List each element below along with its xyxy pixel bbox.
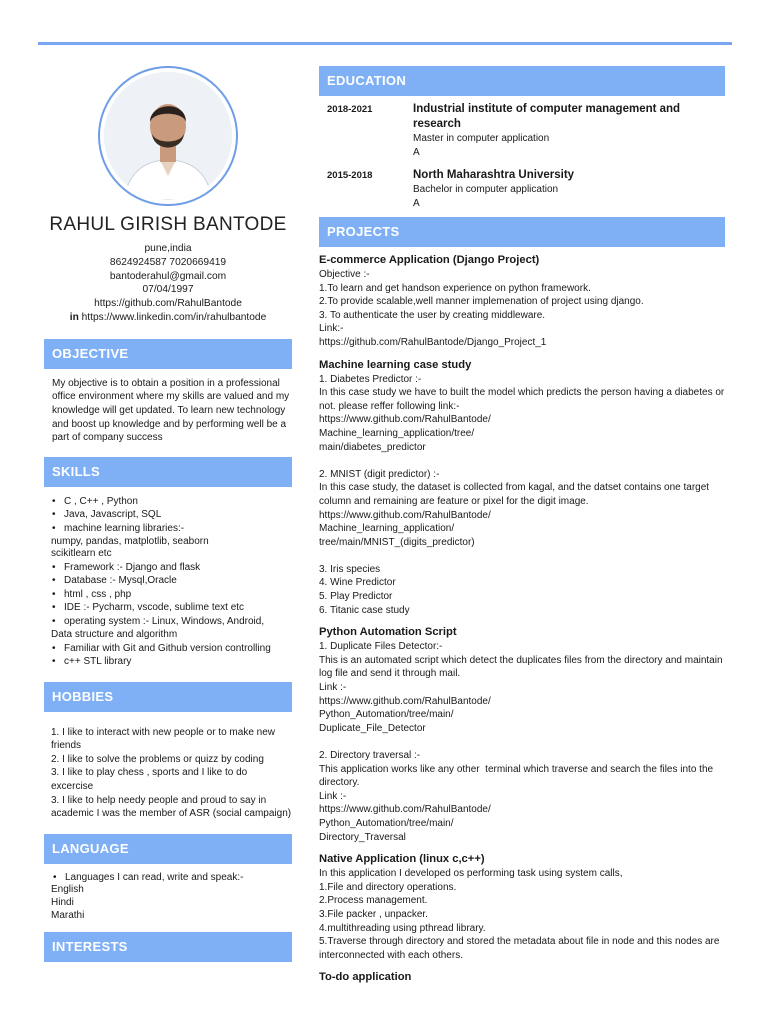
objective-heading: OBJECTIVE [44, 339, 292, 369]
project-link[interactable]: https://www.github.com/RahulBantode/ [319, 695, 491, 707]
linkedin-row [44, 311, 292, 325]
project-line: Objective :- [319, 269, 370, 280]
top-rule [38, 42, 732, 45]
language-heading: LANGUAGE [44, 834, 292, 864]
project-line: 1.To learn and get handson experience on python framework. [319, 282, 591, 294]
date-of-birth: 07/04/1997 [142, 284, 194, 296]
skills-list [44, 495, 292, 536]
hobbies-heading: HOBBIES [44, 682, 292, 712]
skills-ml-cont [44, 536, 292, 560]
email: bantoderahul@gmail.com [109, 270, 227, 282]
project-title: Python Automation Script [319, 626, 457, 639]
project-line: 6. Titanic case study [319, 604, 410, 616]
project-line: 1. Diabetes Predictor :- [319, 373, 422, 385]
profile-photo [98, 66, 238, 206]
project-item [319, 625, 725, 844]
list-item: • operating system :- Linux, Windows, Android, [50, 615, 292, 629]
list-item: Hindi [51, 897, 74, 909]
left-column [44, 62, 292, 968]
project-line: Machine_learning_application/tree/ [319, 427, 475, 439]
project-line: 2. Directory traversal :- [319, 750, 421, 761]
project-item [319, 852, 725, 962]
project-line: 4.multithreading using pthread library. [319, 922, 486, 934]
project-item [319, 358, 728, 618]
project-line: This application works like any other terminal which traverse and search the files into the directory. [319, 763, 716, 789]
project-item [319, 253, 725, 350]
list-item: • html , css , php [50, 588, 292, 602]
project-line: 2. MNIST (digit predictor) :- [319, 468, 440, 480]
education-entry [319, 168, 725, 211]
project-line [319, 454, 725, 468]
education-institute: Industrial institute of computer management and research [413, 103, 681, 130]
projects-list [319, 253, 728, 985]
project-line: 1.File and directory operations. [319, 881, 457, 893]
project-link[interactable]: https://github.com/RahulBantode/Django_Project_1 [319, 336, 547, 348]
project-link[interactable]: https://www.github.com/RahulBantode/ [319, 509, 491, 521]
project-link[interactable]: https://www.github.com/RahulBantode/ [319, 414, 491, 426]
list-item: 2. I like to solve the problems or quizz by coding [51, 753, 264, 765]
project-line: 3. To authenticate the user by creating middleware. [319, 309, 546, 321]
project-line: 2.To provide scalable,well manner implemenation of project using django. [319, 296, 644, 308]
education-heading: EDUCATION [319, 66, 725, 96]
list-item: • machine learning libraries:- [50, 522, 292, 536]
project-item [319, 970, 725, 985]
candidate-name: RAHUL GIRISH BANTODE [49, 214, 287, 235]
project-line: 4. Wine Predictor [319, 577, 396, 589]
list-item: Marathi [51, 909, 85, 921]
skills-ml-line-2: scikitlearn etc [51, 547, 112, 559]
language-list [44, 872, 292, 922]
project-line: 2.Process management. [319, 895, 428, 907]
list-item: • IDE :- Pycharm, vscode, sublime text etc [50, 601, 292, 615]
linkedin-link[interactable]: https://www.linkedin.com/in/rahulbantode [81, 311, 267, 323]
project-line: 5.Traverse through directory and stored the metadata about file in node and this nodes are interconnected with each others. [319, 936, 723, 961]
list-item: • Java, Javascript, SQL [50, 508, 292, 522]
phone-numbers: 8624924587 7020669419 [109, 256, 227, 268]
contact-block [44, 242, 292, 325]
education-degree: Bachelor in computer application [413, 184, 559, 195]
location: pune,india [144, 243, 192, 254]
github-link[interactable]: https://github.com/RahulBantode [94, 298, 242, 310]
project-link[interactable]: https://www.github.com/RahulBantode/ [319, 804, 491, 816]
project-line [319, 549, 725, 563]
education-grade: A [413, 147, 420, 158]
project-line: 3.File packer , unpacker. [319, 908, 428, 920]
interests-heading: INTERESTS [44, 932, 292, 962]
skills-list-3 [44, 642, 292, 669]
list-item: • Framework :- Django and flask [50, 561, 292, 575]
project-line: Link:- [319, 323, 344, 335]
project-title: Native Application (linux c,c++) [319, 853, 485, 866]
project-line: Link :- [319, 682, 347, 694]
project-title: E-commerce Application (Django Project) [319, 254, 540, 266]
language-intro: • Languages I can read, write and speak:- [51, 872, 292, 885]
project-line: 3. Iris species [319, 563, 381, 575]
list-item: • C , C++ , Python [50, 495, 292, 509]
skills-os-cont: Data structure and algorithm [51, 628, 178, 640]
skills-list-2 [44, 561, 292, 629]
hobbies-list [44, 726, 292, 821]
avatar [104, 72, 232, 200]
project-line: In this application I developed os performing task using system calls, [319, 868, 623, 880]
education-grade: A [413, 198, 420, 209]
education-years: 2018-2021 [327, 104, 373, 115]
project-line: main/diabetes_predictor [319, 441, 426, 453]
linkedin-icon: in [69, 311, 79, 323]
project-line: tree/main/MNIST_(digits_predictor) [319, 536, 475, 548]
list-item: • Familiar with Git and Github version controlling [50, 642, 292, 656]
list-item: 3. I like to play chess , sports and I like to do excercise [51, 767, 248, 793]
skills-heading: SKILLS [44, 457, 292, 487]
project-line: Machine_learning_application/ [319, 523, 455, 535]
list-item: • c++ STL library [50, 655, 292, 669]
project-line: In this case study, the dataset is collected from kagal, and the datset contains one target column and remaining are feature or pixel for the digit image. [319, 482, 712, 507]
project-line [319, 735, 725, 749]
list-item: 3. I like to help needy people and proud to say in academic I was the member of ASR (social campaign) [51, 794, 292, 820]
project-title: Machine learning case study [319, 358, 472, 371]
project-line: 1. Duplicate Files Detector:- [319, 641, 443, 653]
project-line: Python_Automation/tree/main/ [319, 817, 454, 829]
project-line: Link :- [319, 790, 347, 802]
education-entry [319, 102, 725, 160]
list-item: English [51, 884, 84, 896]
education-years: 2015-2018 [327, 170, 373, 181]
list-item: • Database :- Mysql,Oracle [50, 574, 292, 588]
skills-ml-line-1: numpy, pandas, matplotlib, seaborn [51, 535, 209, 547]
project-line: In this case study we have to built the model which predicts the person having a diabetes or not. please reffer following link:- [319, 387, 728, 412]
project-title: To-do application [319, 971, 412, 984]
project-line: 5. Play Predictor [319, 591, 393, 603]
right-column [319, 66, 728, 985]
project-line: Duplicate_File_Detector [319, 722, 426, 734]
list-item: 1. I like to interact with new people or to make new friends [51, 726, 276, 752]
project-line: Python_Automation/tree/main/ [319, 709, 454, 721]
objective-text: My objective is to obtain a position in a professional office environment where my skills are valued and my knowledge will get updated. To learn new technology and boost up knowledge and by performing well be a part of company success [52, 377, 290, 444]
education-degree: Master in computer application [413, 133, 550, 144]
projects-heading: PROJECTS [319, 217, 725, 247]
project-line: Directory_Traversal [319, 831, 406, 843]
education-institute: North Maharashtra University [413, 169, 575, 181]
project-line: This is an automated script which detect the duplicates files from the directory and maintain log file and send it through mail. [319, 654, 726, 680]
